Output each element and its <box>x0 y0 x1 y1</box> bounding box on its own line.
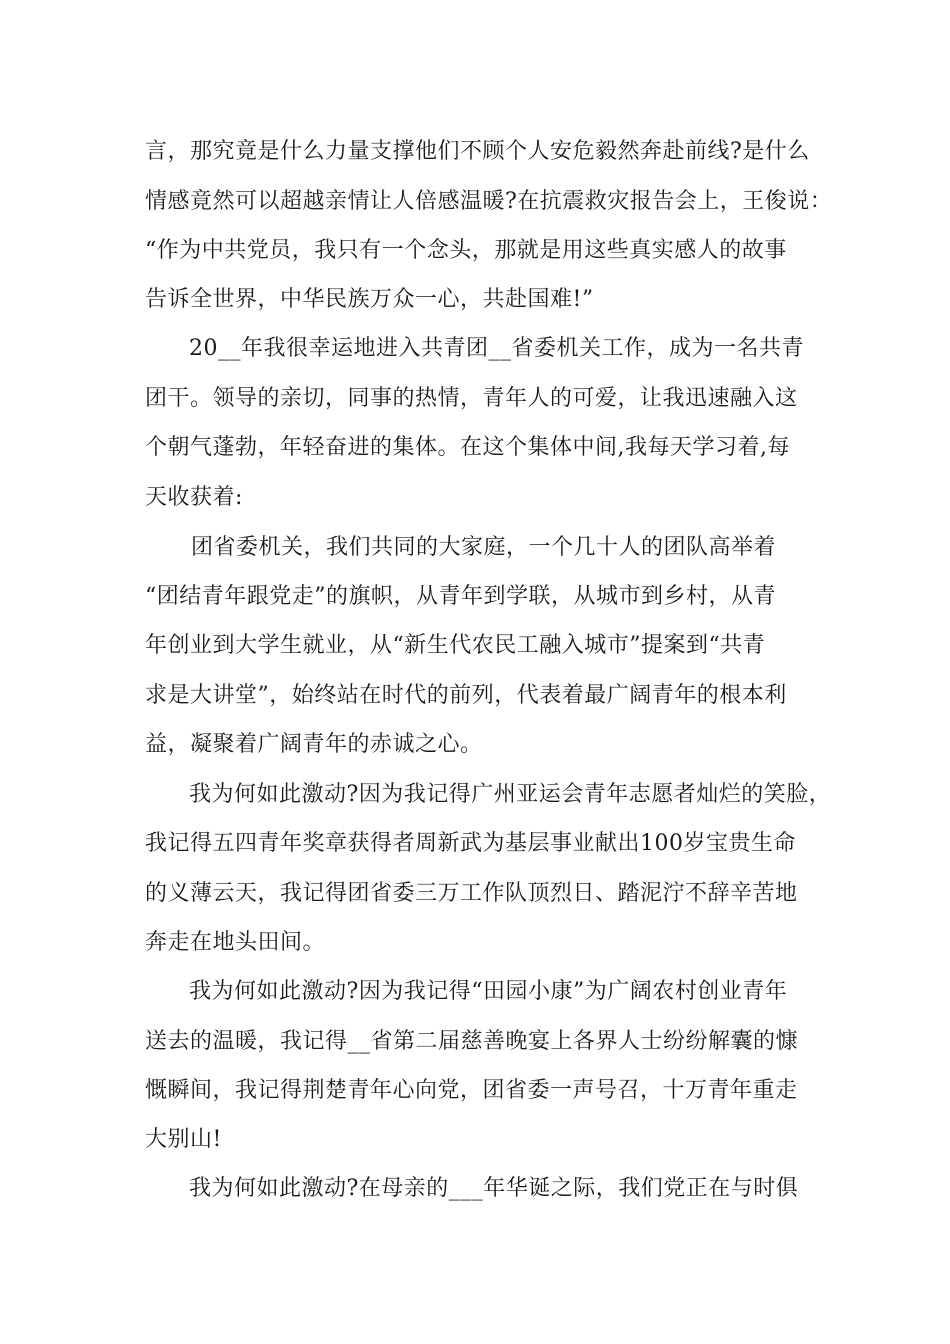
text-line: 我为何如此激动?在母亲的___年华诞之际，我们党正在与时俱 <box>189 1176 799 1201</box>
text-line: 的义薄云天，我记得团省委三万工作队顶烈日、踏泥泞不辞辛苦地 <box>145 881 798 906</box>
text-line: 年创业到大学生就业，从“新生代农民工融入城市”提案到“共青 <box>145 633 766 658</box>
text-line: 我为何如此激动?因为我记得广州亚运会青年志愿者灿烂的笑脸， <box>189 782 832 807</box>
text-line: 送去的温暖，我记得__省第二届慈善晚宴上各界人士纷纷解囊的慷 <box>145 1029 799 1054</box>
text-line: 慨瞬间，我记得荆楚青年心向党，团省委一声号召，十万青年重走 <box>145 1078 798 1103</box>
text-line: 告诉全世界，中华民族万众一心，共赴国难!” <box>145 287 594 312</box>
text-line: 情感竟然可以超越亲情让人倍感温暖?在抗震救灾报告会上，王俊说： <box>145 189 833 214</box>
text-line: 天收获着: <box>145 485 243 510</box>
text-line: 团省委机关，我们共同的大家庭，一个几十人的团队高举着 <box>191 535 777 560</box>
text-line: 益，凝聚着广阔青年的赤诚之心。 <box>145 732 483 757</box>
text-line: 个朝气蓬勃，年轻奋进的集体。在这个集体中间,我每天学习着,每 <box>145 435 790 460</box>
text-line: “团结青年跟党走”的旗帜，从青年到学联，从城市到乡村，从青 <box>145 584 776 609</box>
text-line: 20__年我很幸运地进入共青团__省委机关工作，成为一名共青 <box>189 336 804 361</box>
text-line: 言，那究竟是什么力量支撑他们不顾个人安危毅然奔赴前线?是什么 <box>145 139 810 164</box>
text-line: 求是大讲堂”，始终站在时代的前列，代表着最广阔青年的根本利 <box>145 683 787 708</box>
text-line: “作为中共党员，我只有一个念头，那就是用这些真实感人的故事 <box>145 238 787 263</box>
text-line: 奔走在地头田间。 <box>145 930 326 955</box>
text-line: 我为何如此激动?因为我记得“田园小康”为广阔农村创业青年 <box>189 979 788 1004</box>
text-line: 大别山! <box>145 1127 222 1152</box>
text-line: 团干。领导的亲切，同事的热情，青年人的可爱，让我迅速融入这 <box>145 386 798 411</box>
text-line: 我记得五四青年奖章获得者周新武为基层事业献出100岁宝贵生命 <box>145 831 796 856</box>
